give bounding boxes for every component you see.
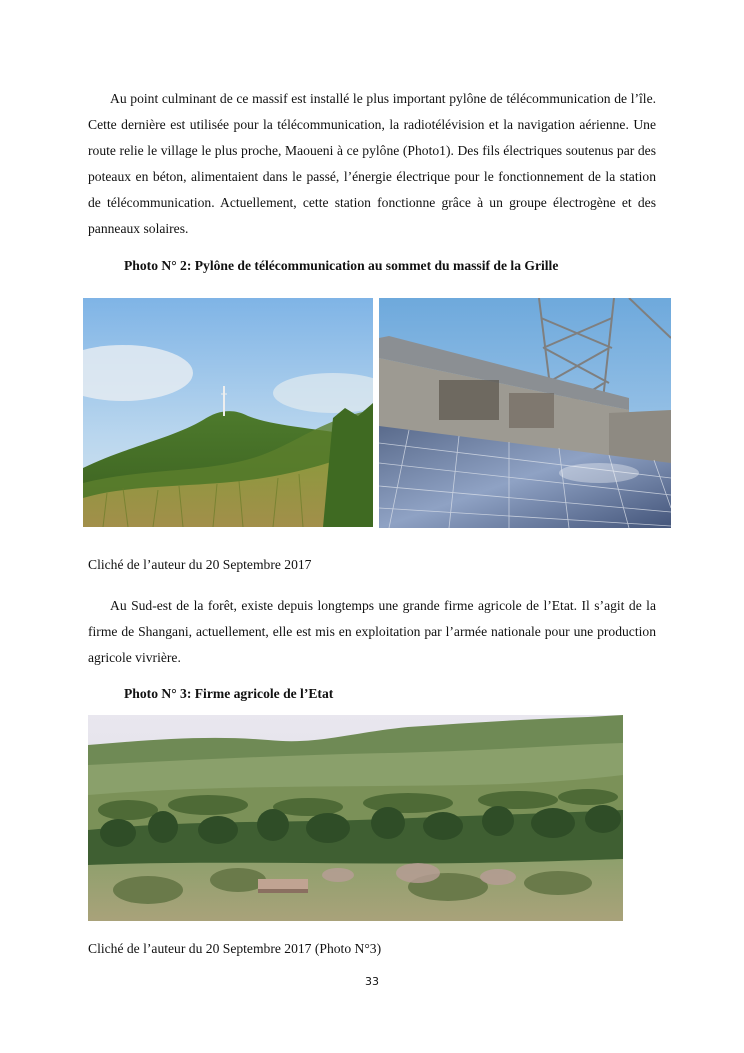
paragraph-telecom-pylon: Au point culminant de ce massif est installé le plus important pylône de télécommunication de l’île. Cette dernière est utilisée pour la télécommunication, la radiotélévision et la navigation aérienne. Une route relie le village le plus proche, Maoueni à ce pylône (Photo1). Des fils électriques soutenus par des poteaux en béton, alimentaient dans le passé, l’énergie électrique pour le fonctionnement de la station de télécommunication. Actuellement, cette station fonctionne grâce à un groupe électrogène et des panneaux solaires. bbox=[88, 91, 656, 236]
page-number: 33 bbox=[365, 975, 379, 988]
photo3-title: Photo N° 3: Firme agricole de l’Etat bbox=[124, 686, 334, 701]
photo3-source: Cliché de l’auteur du 20 Septembre 2017 (Photo N°3) bbox=[88, 941, 382, 956]
photo2-source: Cliché de l’auteur du 20 Septembre 2017 bbox=[88, 557, 312, 572]
photo2-title: Photo N° 2: Pylône de télécommunication au sommet du massif de la Grille bbox=[124, 258, 559, 273]
photo-state-farm-landscape bbox=[88, 715, 623, 921]
photo-station-solar-panels bbox=[379, 298, 671, 528]
paragraph-state-farm: Au Sud-est de la forêt, existe depuis longtemps une grande firme agricole de l’Etat. Il s’agit de la firme de Shangani, actuellement, elle est mis en exploitation par l’armée nationale pour une production agricole vivrière. bbox=[88, 598, 656, 665]
photo-hill-with-pylon bbox=[83, 298, 373, 527]
